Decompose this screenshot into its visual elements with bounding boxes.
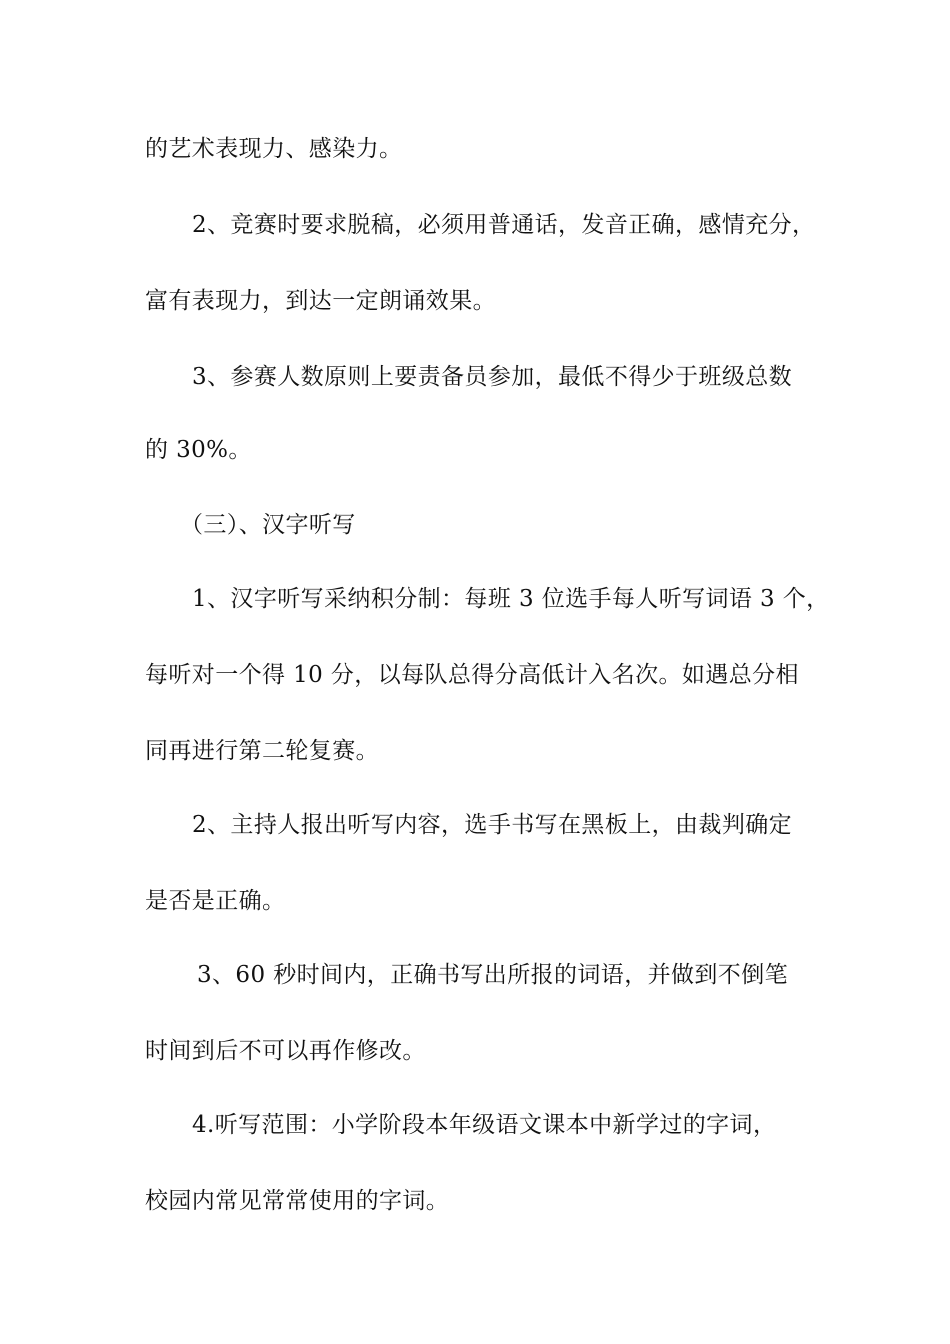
text-line: 1、汉字听写采纳积分制：每班 3 位选手每人听写词语 3 个， [192, 586, 830, 612]
text-line: 3、60 秒时间内，正确书写出所报的词语，并做到不倒笔 [197, 962, 789, 988]
text-line: 同再进行第二轮复赛。 [145, 738, 379, 764]
text-line: 的艺术表现力、感染力。 [145, 136, 403, 162]
text-line: 2、主持人报出听写内容，选手书写在黑板上，由裁判确定 [192, 812, 793, 838]
text-line: 4.听写范围：小学阶段本年级语文课本中新学过的字词， [192, 1112, 777, 1138]
section-heading: （三）、汉字听写 [180, 512, 356, 538]
text-line: 的 30%。 [145, 437, 252, 463]
text-line: 2、竞赛时要求脱稿，必须用普通话，发音正确，感情充分， [192, 212, 816, 238]
text-line: 每听对一个得 10 分，以每队总得分高低计入名次。如遇总分相 [145, 662, 799, 688]
text-line: 富有表现力，到达一定朗诵效果。 [145, 288, 496, 314]
text-line: 时间到后不可以再作修改。 [145, 1038, 426, 1064]
text-line: 3、参赛人数原则上要责备员参加，最低不得少于班级总数 [192, 364, 793, 390]
text-line: 是否是正确。 [145, 888, 286, 914]
text-line: 校园内常见常常使用的字词。 [145, 1188, 450, 1214]
